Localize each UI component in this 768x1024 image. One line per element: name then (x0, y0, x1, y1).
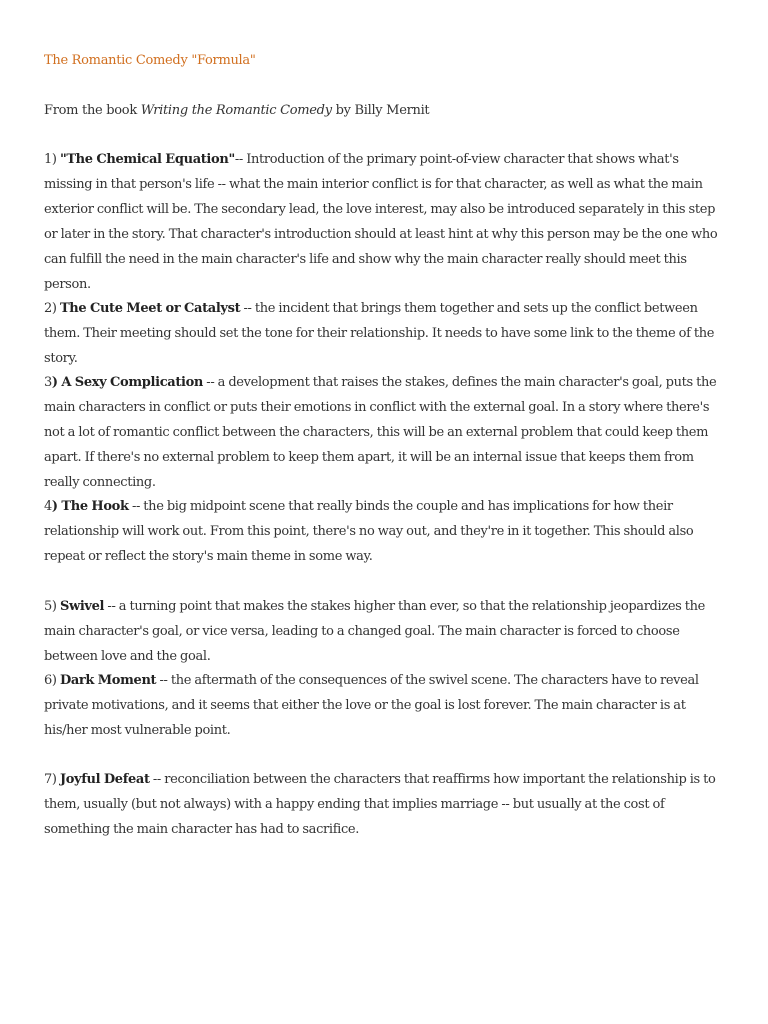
step-name: Dark Moment (59, 673, 157, 688)
step-description: -- Introduction of the primary point-of-view character that shows what's missing in that person's life -- what the main interior conflict is for that character, as well as what the main exterior conflict will be. The secondary lead, the love interest, may also be introduced separately in this step or later in the story. That character's introduction should at least hint at why this person may be the one who can fulfill the need in the main character's life and show why the main character really should meet this person. (44, 152, 718, 292)
step-number: 7) (44, 772, 60, 787)
step-description: -- a development that raises the stakes, defines the main character's goal, puts the main characters in conflict or puts their emotions in conflict with the external goal. In a story where there's not a lot of romantic conflict between the characters, this will be an external problem that could keep them apart. If there's no external problem to keep them apart, it will be an internal issue that keeps them from really connecting. (44, 375, 717, 490)
step-name: Swivel (59, 599, 105, 614)
step-number: 6) (44, 673, 60, 688)
step-paragraph (44, 370, 728, 495)
step-description: -- the aftermath of the consequences of the swivel scene. The characters have to reveal private motivations, and it seems that either the love or the goal is lost forever. The main character is at his/her most vulnerable point. (44, 673, 699, 738)
source-suffix: by Billy Mernit (331, 103, 430, 118)
step-name: The Cute Meet or Catalyst (59, 301, 241, 316)
document-title: The Romantic Comedy "Formula" (44, 53, 256, 68)
book-title: Writing the Romantic Comedy (140, 103, 332, 118)
step-name: Joyful Defeat (59, 772, 150, 787)
step-name: ) A Sexy Complication (51, 375, 203, 390)
step-paragraph (44, 767, 728, 842)
step-paragraph (44, 494, 728, 569)
step-number: 1) (44, 152, 60, 167)
source-line (44, 101, 724, 121)
source-prefix: From the book (44, 103, 141, 118)
step-paragraph (44, 668, 728, 743)
step-description: -- a turning point that makes the stakes higher than ever, so that the relationship jeopardizes the main character's goal, or vice versa, leading to a changed goal. The main character is forced to choose between love and the goal. (44, 599, 706, 664)
step-number: 5) (44, 599, 60, 614)
step-description: -- the incident that brings them together and sets up the conflict between them. Their meeting should set the tone for their relationship. It needs to have some link to the theme of the story. (44, 301, 715, 366)
step-number: 2) (44, 301, 60, 316)
step-name: ) The Hook (51, 499, 129, 514)
step-number: 4 (44, 499, 52, 514)
step-description: -- reconciliation between the characters that reaffirms how important the relationship is to them, usually (but not always) with a happy ending that implies marriage -- but usually at the cost of something the main character has had to sacrifice. (44, 772, 716, 837)
step-paragraph (44, 296, 728, 371)
step-paragraph (44, 147, 728, 297)
step-name: "The Chemical Equation" (59, 152, 235, 167)
step-description: -- the big midpoint scene that really binds the couple and has implications for how their relationship will work out. From this point, there's no way out, and they're in it together. This should also repeat or reflect the story's main theme in some way. (44, 499, 694, 564)
step-number: 3 (44, 375, 52, 390)
step-paragraph (44, 594, 728, 669)
